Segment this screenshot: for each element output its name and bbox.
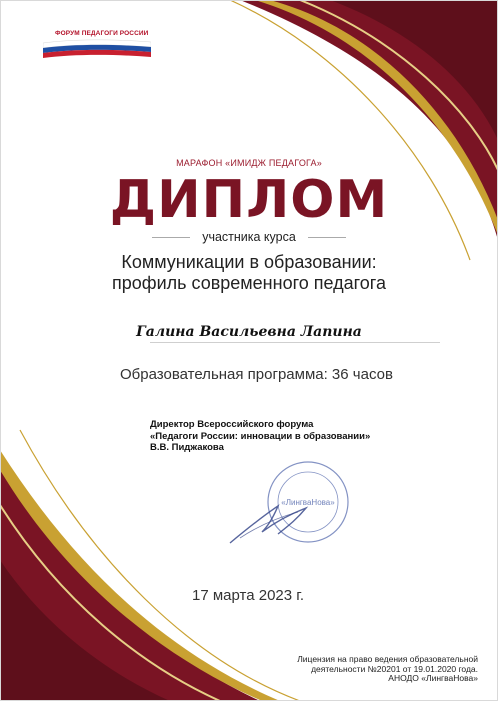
course-title-line-1: Коммуникации в образовании: [121, 252, 377, 272]
subtitle-left-divider [152, 237, 190, 238]
marathon-label: МАРАФОН «ИМИДЖ ПЕДАГОГА» [176, 158, 322, 168]
stamp-text: «ЛингваНова» [281, 498, 335, 507]
subtitle-row [0, 230, 498, 244]
logo-text: ФОРУМ ПЕДАГОГИ РОССИИ [55, 30, 149, 37]
license-info [297, 655, 478, 684]
diploma-title: ДИПЛОМ [109, 170, 389, 230]
director-line-3: В.В. Пиджакова [150, 442, 224, 453]
director-line-1: Директор Всероссийского форума [150, 419, 314, 430]
course-title-line-2: профиль современного педагога [111, 273, 386, 293]
license-line-1: Лицензия на право ведения образовательной [297, 654, 478, 664]
director-line-2: «Педагоги России: инновации в образовании» [150, 430, 371, 442]
course-title [0, 252, 498, 294]
subtitle: участника курса [202, 230, 296, 244]
russian-flag-ribbon-icon [43, 39, 151, 59]
recipient-underline [150, 342, 440, 343]
forum-logo [41, 28, 151, 60]
recipient-name: Галина Васильевна Лапина [136, 324, 362, 340]
director-block [150, 419, 370, 454]
subtitle-right-divider [308, 237, 346, 238]
license-line-2: деятельности №20201 от 19.01.2020 года. [311, 663, 478, 674]
license-line-3: АНОДО «ЛингваНова» [388, 673, 478, 683]
stamp-and-signature [218, 458, 358, 558]
program-hours: Образовательная программа: 36 часов [120, 366, 393, 383]
issue-date: 17 марта 2023 г. [192, 587, 305, 604]
